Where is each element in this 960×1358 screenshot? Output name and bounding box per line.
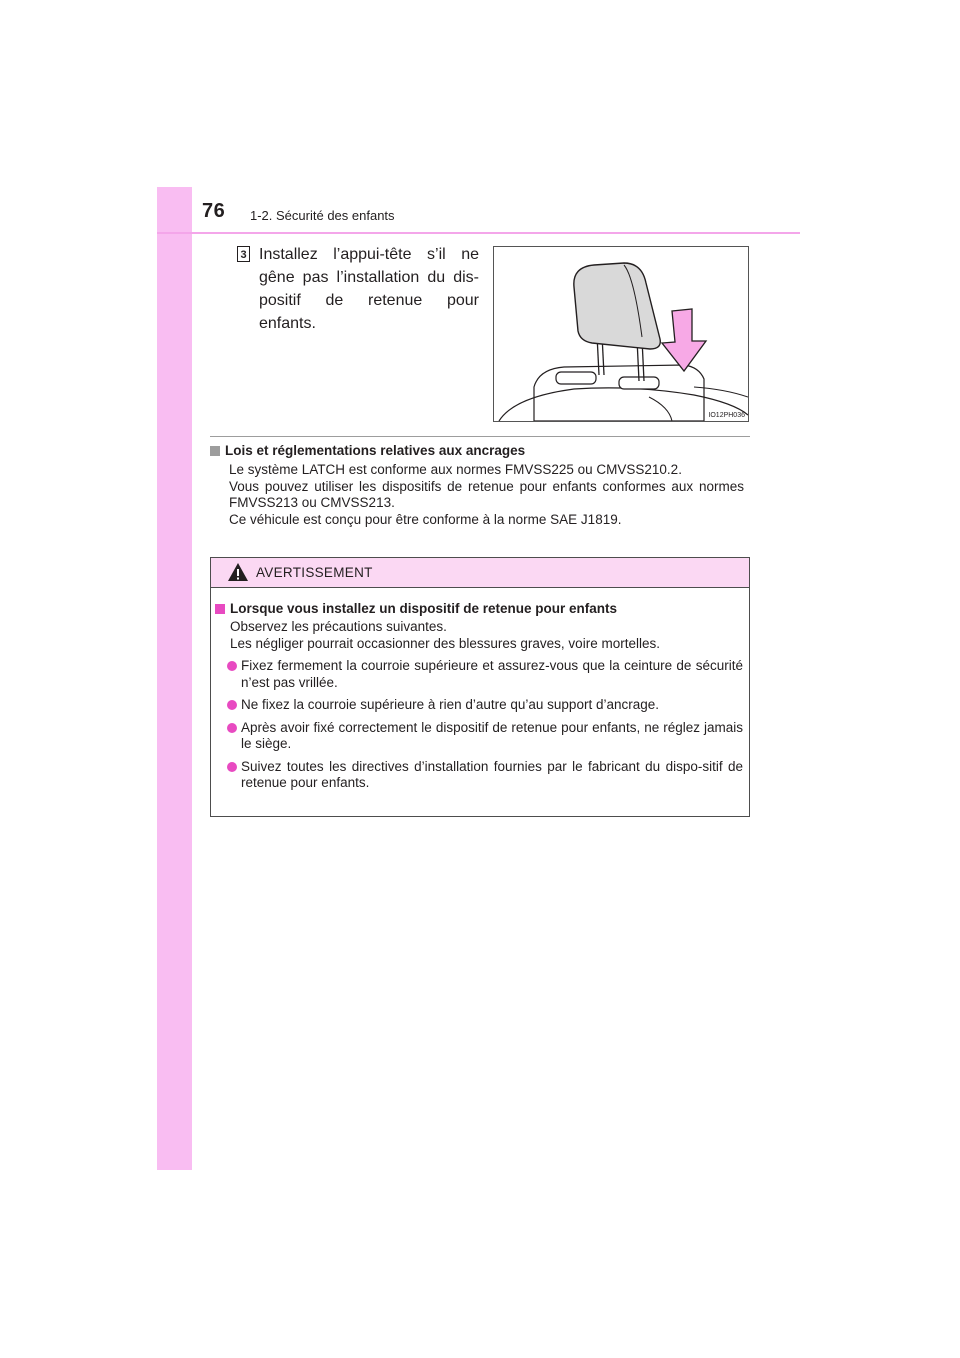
warning-heading: [215, 601, 749, 616]
headrest: [574, 263, 660, 349]
step-number-badge: 3: [237, 246, 250, 262]
warning-heading-text: Lorsque vous installez un dispositif de retenue pour enfants: [230, 601, 618, 616]
warning-box: [210, 557, 750, 817]
page-side-tab: [157, 187, 192, 1170]
warning-body: [211, 601, 749, 798]
warning-title: AVERTISSEMENT: [256, 565, 373, 580]
bullet-dot-icon: [227, 700, 237, 710]
headrest-guide-left: [556, 372, 596, 384]
section-heading: [210, 443, 525, 458]
warning-bullet-text: Après avoir fixé correctement le dispositif de retenue pour enfants, ne réglez jamais le siège.: [241, 719, 743, 751]
section-line: Ce véhicule est conçu pour être conforme à la norme SAE J1819.: [229, 511, 622, 527]
warning-header: [211, 558, 749, 588]
warning-intro-line: Observez les précautions suivantes.: [230, 619, 447, 634]
bullet-dot-icon: [227, 723, 237, 733]
headrest-illustration: [493, 246, 749, 422]
square-bullet-icon: [215, 604, 225, 614]
section-line: Vous pouvez utiliser les dispositifs de retenue pour enfants conformes aux normes FMVSS213 ou CMVSS213.: [229, 478, 744, 510]
step-instruction: Installez l’appui-tête s’il ne gêne pas l’installation du dis-positif de retenue pour enfants.: [259, 246, 479, 332]
page-number: 76: [202, 200, 226, 222]
down-arrow-icon: [662, 309, 706, 371]
section-line: Le système LATCH est conforme aux normes FMVSS225 ou CMVSS210.2.: [229, 462, 682, 477]
bullet-dot-icon: [227, 762, 237, 772]
square-bullet-icon: [210, 446, 220, 456]
warning-bullet: [211, 720, 743, 753]
chapter-title: 1-2. Sécurité des enfants: [250, 208, 395, 223]
bullet-dot-icon: [227, 661, 237, 671]
headrest-drawing: [494, 247, 748, 421]
warning-bullet: [211, 697, 743, 714]
warning-intro: [230, 619, 735, 652]
section-heading-text: Lois et réglementations relatives aux ancrages: [225, 443, 526, 458]
warning-bullet: [211, 658, 743, 691]
warning-bullet-text: Ne fixez la courroie supérieure à rien d’autre qu’au support d’ancrage.: [241, 697, 659, 712]
section-rule: [210, 436, 750, 437]
warning-bullet-list: [211, 658, 749, 792]
warning-bullet-text: Suivez toutes les directives d’installation fournies par le fabricant du dispo-sitif de retenue pour enfants.: [241, 758, 743, 790]
warning-intro-line: Les négliger pourrait occasionner des blessures graves, voire mortelles.: [230, 635, 660, 651]
warning-triangle-icon: [227, 562, 249, 582]
image-code: IO12PH036: [708, 412, 745, 419]
warning-bullet: [211, 759, 743, 792]
header-rule: [157, 232, 800, 234]
warning-bullet-text: Fixez fermement la courroie supérieure et assurez-vous que la ceinture de sécurité n’est pas vrillée.: [241, 658, 743, 690]
section-body: [229, 462, 744, 528]
